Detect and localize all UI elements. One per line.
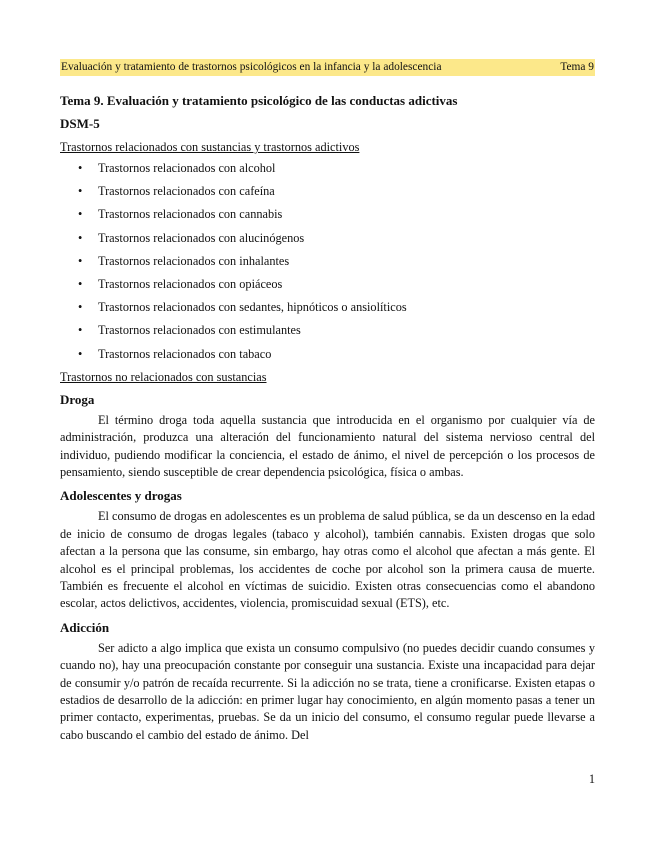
header-topic-number: Tema 9 (560, 61, 594, 73)
list-item (60, 319, 595, 342)
document-page (60, 59, 595, 744)
bullet-icon: • (78, 184, 83, 199)
paragraph-droga: El término droga toda aquella sustancia que introducida en el organismo por cualquier vía de administración, produzca una alteración del funcionamiento natural del sistema nervioso central del individuo, pudiendo modificar la conciencia, el estado de ánimo, el nivel de percepción o los procesos de pensamiento, siendo susceptible de crear dependencia psicológica, física o ambas. (60, 412, 595, 479)
section-heading-substance-disorders: Trastornos relacionados con sustancias y trastornos adictivos (60, 140, 360, 154)
section-heading-non-substance-disorders: Trastornos no relacionados con sustancias (60, 369, 267, 384)
list-item (60, 227, 595, 250)
list-item (60, 203, 595, 226)
list-item-text: Trastornos relacionados con cafeína (98, 184, 275, 199)
list-item (60, 180, 595, 203)
running-header (60, 59, 595, 76)
list-item (60, 343, 595, 366)
list-item-text: Trastornos relacionados con tabaco (98, 346, 272, 361)
list-item-text: Trastornos relacionados con cannabis (98, 207, 283, 222)
section-heading-droga: Droga (60, 391, 95, 407)
section-heading-adolescentes: Adolescentes y drogas (60, 488, 182, 504)
paragraph-adolescentes: El consumo de drogas en adolescentes es un problema de salud pública, se da un descenso en la edad de inicio de consumo de drogas legales (tabaco y alcohol), también cannabis. Existen drogas que solo afectan a la persona que las consume, sin embargo, hay otras como el alcohol que afectan a más gente. El alcohol es el principal problemas, los accidentes de coche por alcohol son la primera causa de muerte. También es frecuente el alcohol en víctimas de suicidio. Existen otras consecuencias como el abandono escolar, actos delictivos, accidentes, violencia, promiscuidad sexual (ETS), etc. (60, 509, 595, 611)
list-item-text: Trastornos relacionados con inhalantes (98, 253, 290, 268)
paragraph-adiccion: Ser adicto a algo implica que exista un consumo compulsivo (no puedes decidir cuando consumes y cuando no), hay una preocupación constante por conseguir una sustancia. Existe una incapacidad para dejar de consumir y/o patrón de recaída recurrente. Si la adicción no se trata, tiene a cronificarse. Existen etapas o estadios de desarrollo de la adicción: en primer lugar hay conocimiento, en algún momento pasas a tener un primer contacto, experimentas, pruebas. Se da un inicio del consumo, el consumo regular puede llevarse a cabo buscando el cambio del estado de ánimo. Del (60, 640, 595, 742)
list-item-text: Trastornos relacionados con sedantes, hipnóticos o ansiolíticos (98, 300, 407, 315)
bullet-icon: • (78, 207, 83, 222)
page-number: 1 (588, 772, 595, 786)
bullet-icon: • (78, 276, 83, 291)
list-item-text: Trastornos relacionados con alcohol (98, 161, 276, 175)
header-course-title: Evaluación y tratamiento de trastornos psicológicos en la infancia y la adolescencia (61, 61, 442, 73)
bullet-icon: • (78, 346, 83, 361)
list-item (60, 273, 595, 296)
list-item (60, 157, 595, 180)
list-item-text: Trastornos relacionados con opiáceos (98, 276, 283, 291)
list-item-text: Trastornos relacionados con estimulantes (98, 323, 301, 338)
list-item (60, 296, 595, 319)
disorder-list (60, 157, 595, 366)
bullet-icon: • (78, 253, 83, 268)
bullet-icon: • (78, 323, 83, 338)
document-subtitle: DSM-5 (60, 116, 100, 131)
section-heading-adiccion: Adicción (60, 619, 110, 635)
list-item-text: Trastornos relacionados con alucinógenos (98, 230, 305, 245)
document-title: Tema 9. Evaluación y tratamiento psicológico de las conductas adictivas (60, 93, 458, 108)
bullet-icon: • (78, 230, 83, 245)
list-item (60, 250, 595, 273)
bullet-icon: • (78, 300, 83, 315)
bullet-icon: • (78, 161, 83, 175)
